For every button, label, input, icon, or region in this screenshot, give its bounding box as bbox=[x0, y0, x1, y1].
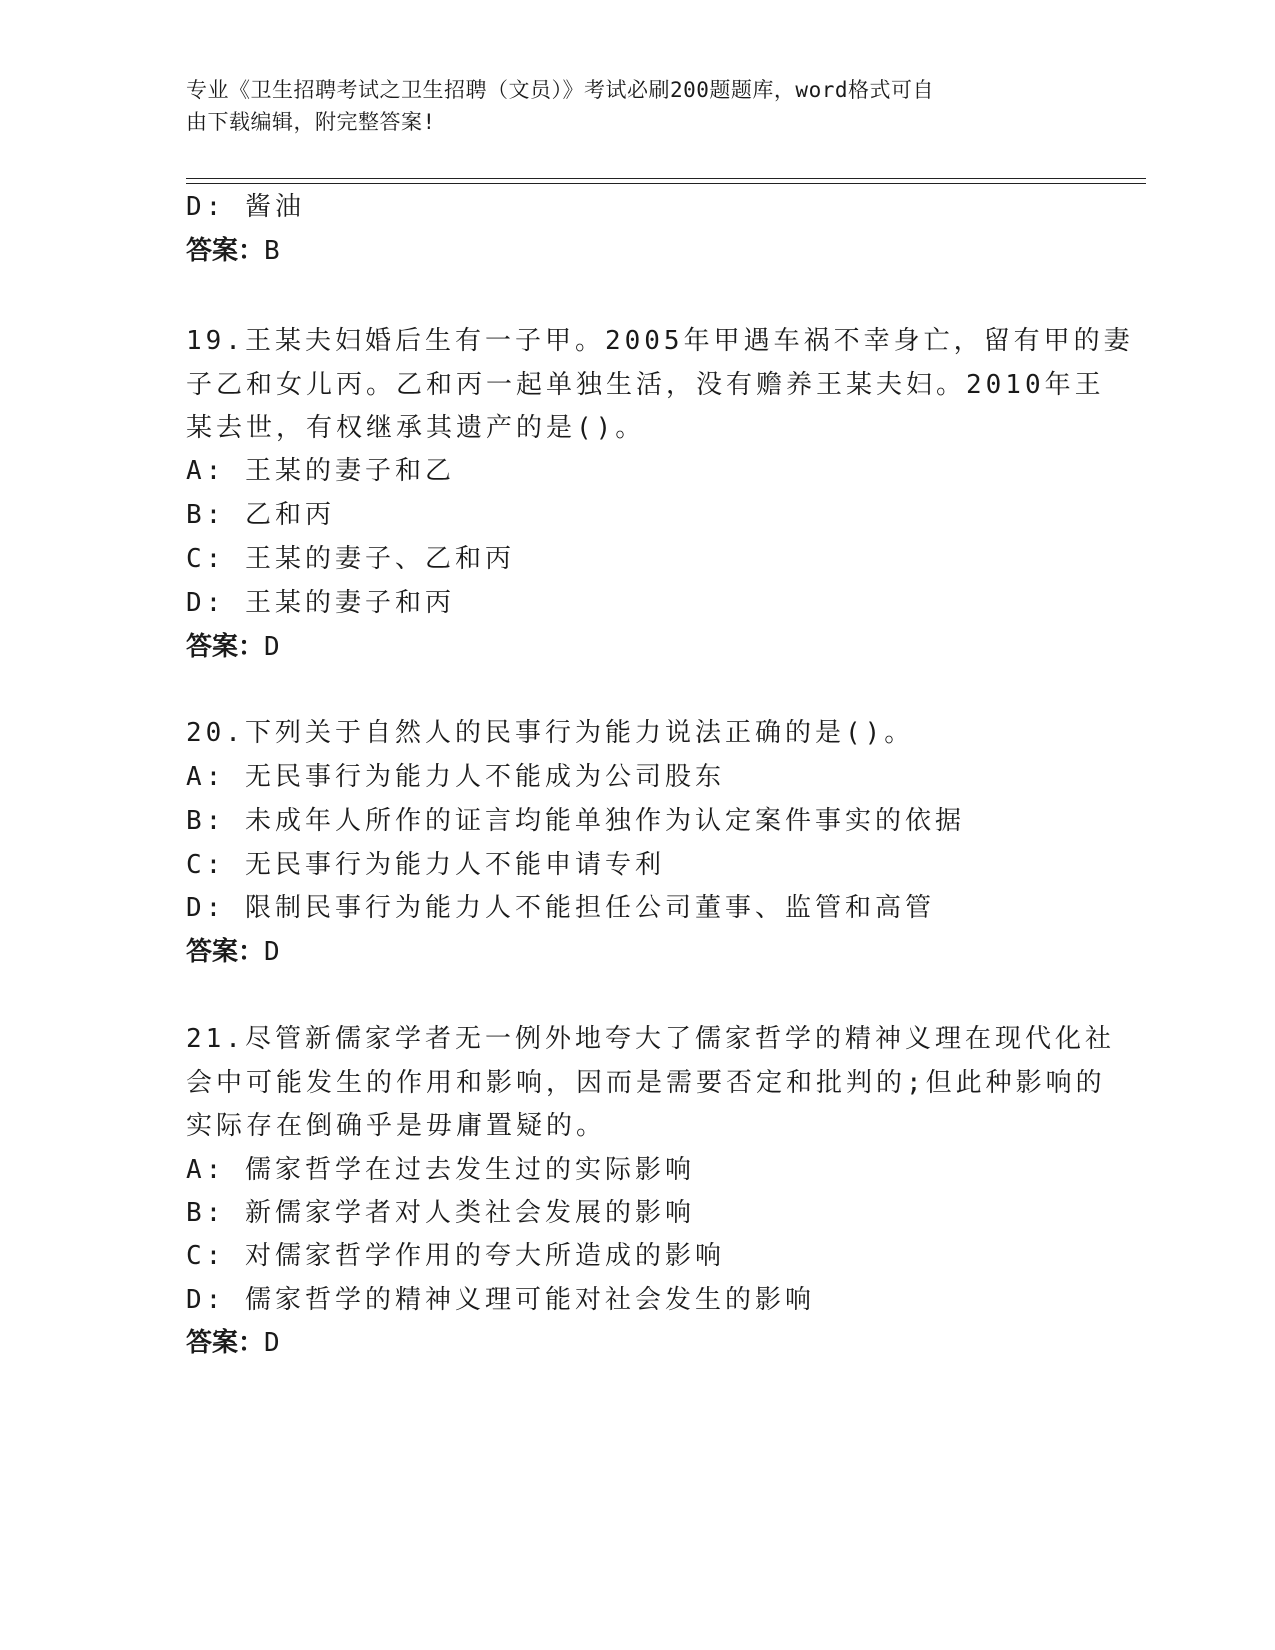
question-stem-line: 20.下列关于自然人的民事行为能力说法正确的是()。 bbox=[186, 718, 915, 748]
header-divider-top bbox=[186, 178, 1146, 179]
question-stem-line: 某去世，有权继承其遗产的是()。 bbox=[186, 413, 646, 443]
header-line-1: 专业《卫生招聘考试之卫生招聘（文员）》考试必刷200题题库，word格式可自 bbox=[186, 78, 934, 102]
option-b: B: 未成年人所作的证言均能单独作为认定案件事实的依据 bbox=[186, 806, 965, 836]
answer-label: 答案： bbox=[186, 1328, 265, 1358]
question-stem-line: 实际存在倒确乎是毋庸置疑的。 bbox=[186, 1111, 607, 1141]
answer-label: 答案： bbox=[186, 236, 265, 266]
question-stem-line: 21.尽管新儒家学者无一例外地夸大了儒家哲学的精神义理在现代化社 bbox=[186, 1024, 1115, 1054]
question-stem-line: 子乙和女儿丙。乙和丙一起单独生活，没有赡养王某夫妇。2010年王 bbox=[186, 370, 1105, 400]
page-header bbox=[186, 74, 1066, 138]
option-c: C: 无民事行为能力人不能申请专利 bbox=[186, 850, 665, 880]
option-a: A: 儒家哲学在过去发生过的实际影响 bbox=[186, 1155, 695, 1185]
carryover-option-d: D: 酱油 bbox=[186, 192, 305, 222]
option-c: C: 王某的妻子、乙和丙 bbox=[186, 544, 515, 574]
option-d: D: 王某的妻子和丙 bbox=[186, 588, 455, 618]
option-b: B: 新儒家学者对人类社会发展的影响 bbox=[186, 1198, 695, 1228]
option-d: D: 儒家哲学的精神义理可能对社会发生的影响 bbox=[186, 1285, 815, 1315]
answer-label: 答案： bbox=[186, 632, 265, 662]
question-answer bbox=[186, 937, 280, 967]
question-answer bbox=[186, 632, 280, 662]
carryover-answer bbox=[186, 236, 280, 266]
option-c: C: 对儒家哲学作用的夸大所造成的影响 bbox=[186, 1241, 725, 1271]
question-answer bbox=[186, 1328, 280, 1358]
question-stem-line: 会中可能发生的作用和影响，因而是需要否定和批判的;但此种影响的 bbox=[186, 1068, 1106, 1098]
answer-value: D bbox=[264, 632, 280, 662]
header-line-2: 由下载编辑，附完整答案! bbox=[186, 110, 436, 134]
option-b: B: 乙和丙 bbox=[186, 500, 335, 530]
question-stem-line: 19.王某夫妇婚后生有一子甲。2005年甲遇车祸不幸身亡，留有甲的妻 bbox=[186, 326, 1134, 356]
answer-value: B bbox=[264, 236, 280, 266]
option-a: A: 无民事行为能力人不能成为公司股东 bbox=[186, 762, 725, 792]
answer-value: D bbox=[264, 1328, 280, 1358]
answer-value: D bbox=[264, 937, 280, 967]
answer-label: 答案： bbox=[186, 937, 265, 967]
option-d: D: 限制民事行为能力人不能担任公司董事、监管和高管 bbox=[186, 893, 935, 923]
header-divider-bottom bbox=[186, 183, 1146, 184]
option-a: A: 王某的妻子和乙 bbox=[186, 456, 455, 486]
